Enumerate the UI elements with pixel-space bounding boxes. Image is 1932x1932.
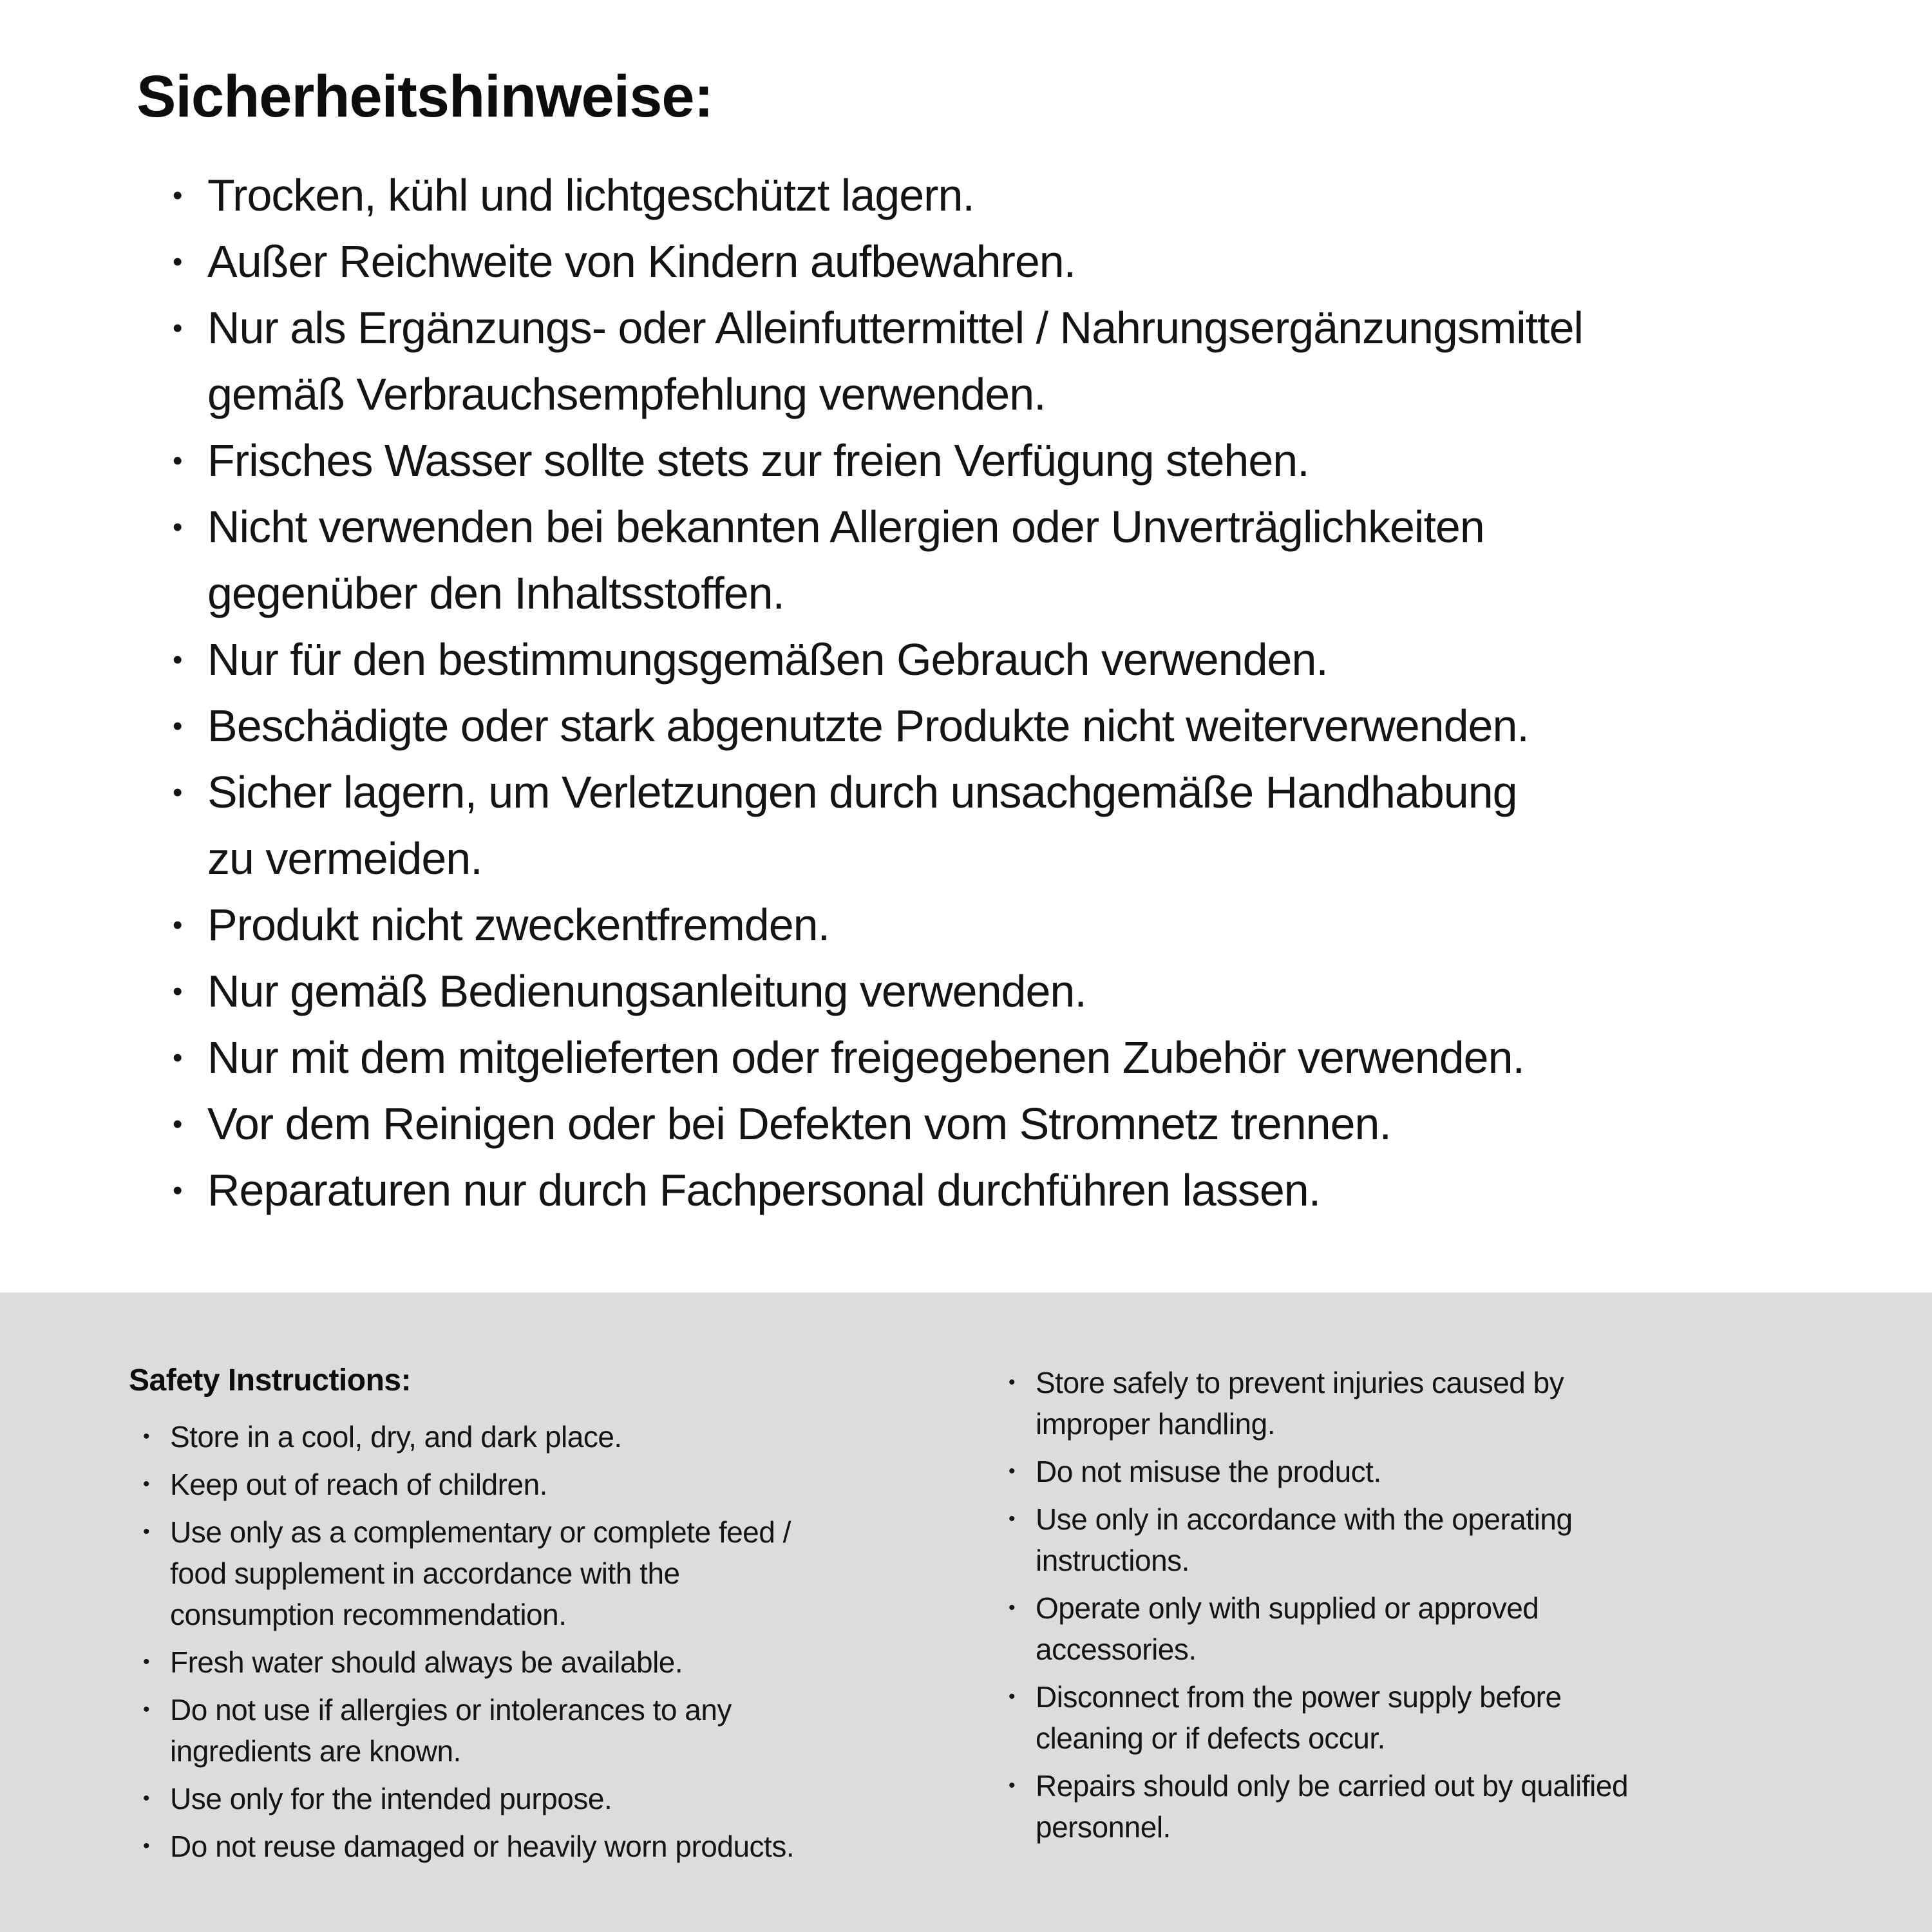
bullet-icon: • [173,976,183,1007]
bullet-icon: • [173,180,183,211]
text-line: Beschädigte oder stark abgenutzte Produkte nicht weiterverwenden. [207,701,1529,751]
english-list-item-text [1036,1676,1897,1759]
text-line: Use only for the intended purpose. [170,1782,612,1815]
bullet-icon: • [173,445,183,477]
bullet-icon: • [143,1426,150,1447]
text-line: zu vermeiden. [207,833,482,884]
text-line: Frisches Wasser sollte stets zur freien Verfügung stehen. [207,435,1309,486]
text-line: cleaning or if defects occur. [1036,1721,1385,1755]
english-left-bullet-list [143,1416,985,1867]
text-line: ingredients are known. [170,1734,461,1768]
german-list-item-text [207,162,1932,229]
text-line: Fresh water should always be available. [170,1645,683,1679]
bullet-icon: • [143,1521,150,1542]
english-list-item [143,1826,985,1867]
text-line: Reparaturen nur durch Fachpersonal durchführen lassen. [207,1165,1321,1215]
german-list-item-text [207,627,1932,693]
german-list-item [173,295,1932,428]
text-line: Nur gemäß Bedienungsanleitung verwenden. [207,966,1086,1016]
english-list-item-text [1036,1451,1897,1492]
text-line: consumption recommendation. [170,1598,567,1631]
german-list-item-text [207,494,1932,627]
text-line: Keep out of reach of children. [170,1468,547,1501]
text-line: Store in a cool, dry, and dark place. [170,1420,622,1454]
english-list-item-text [170,1511,985,1635]
text-line: Nicht verwenden bei bekannten Allergien oder Unverträglichkeiten [207,502,1484,552]
bullet-icon: • [143,1473,150,1495]
bullet-icon: • [143,1699,150,1720]
german-list-item [173,229,1932,295]
bullet-icon: • [173,312,183,344]
bullet-icon: • [143,1651,150,1672]
bullet-icon: • [173,644,183,676]
english-section [0,1293,1932,1932]
german-list-item [173,1091,1932,1157]
text-line: Nur für den bestimmungsgemäßen Gebrauch verwenden. [207,634,1328,685]
bullet-icon: • [173,511,183,543]
text-line: gegenüber den Inhaltsstoffen. [207,568,785,618]
english-list-item-text [1036,1362,1897,1444]
german-list-item [173,162,1932,229]
english-list-item-text [170,1464,985,1505]
english-list-item-text [170,1826,985,1867]
text-line: personnel. [1036,1810,1171,1844]
text-line: food supplement in accordance with the [170,1557,680,1590]
german-list-item [173,627,1932,693]
german-list-item [173,494,1932,627]
english-list-item [1009,1362,1897,1444]
bullet-icon: • [1009,1372,1016,1393]
english-right-column [1009,1362,1897,1854]
bullet-icon: • [173,1042,183,1074]
text-line: Use only as a complementary or complete feed / [170,1515,791,1549]
english-list-item [1009,1587,1897,1670]
english-list-item-text [170,1778,985,1819]
german-list-item-text [207,428,1932,494]
bullet-icon: • [143,1835,150,1857]
german-list-item-text [207,892,1932,958]
text-line: Store safely to prevent injuries caused by [1036,1366,1564,1399]
text-line: accessories. [1036,1633,1197,1666]
text-line: Do not use if allergies or intolerances to any [170,1693,732,1727]
english-list-item [143,1642,985,1683]
german-list-item [173,428,1932,494]
english-list-item [143,1511,985,1635]
english-left-column [129,1362,985,1873]
english-list-item-text [170,1689,985,1772]
english-right-bullet-list [1009,1362,1897,1848]
bullet-icon: • [173,777,183,808]
english-list-item [1009,1451,1897,1492]
text-line: Nur mit dem mitgelieferten oder freigegebenen Zubehör verwenden. [207,1032,1524,1083]
bullet-icon: • [1009,1686,1016,1707]
bullet-icon: • [173,909,183,941]
bullet-icon: • [1009,1508,1016,1530]
english-list-item [143,1689,985,1772]
english-heading: Safety Instructions: [129,1363,412,1397]
text-line: Do not misuse the product. [1036,1455,1381,1488]
bullet-icon: • [173,1175,183,1206]
text-line: Trocken, kühl und lichtgeschützt lagern. [207,170,974,220]
english-list-item-text [170,1642,985,1683]
english-list-item [143,1416,985,1457]
bullet-icon: • [1009,1597,1016,1618]
text-line: Vor dem Reinigen oder bei Defekten vom Stromnetz trennen. [207,1099,1391,1149]
text-line: Do not reuse damaged or heavily worn products. [170,1830,795,1863]
english-list-item [1009,1499,1897,1581]
german-list-item [173,1025,1932,1091]
german-list-item-text [207,229,1932,295]
bullet-icon: • [173,1108,183,1140]
text-line: Repairs should only be carried out by qualified [1036,1769,1629,1803]
german-list-item [173,892,1932,958]
german-list-item [173,958,1932,1025]
bullet-icon: • [173,710,183,742]
english-list-item-text [1036,1499,1897,1581]
german-list-item-text [207,693,1932,759]
text-line: Disconnect from the power supply before [1036,1680,1562,1714]
german-list-item-text [207,759,1932,892]
english-list-item [1009,1765,1897,1848]
german-list-item-text [207,295,1932,428]
english-list-item [143,1464,985,1505]
german-bullet-list [173,162,1932,1224]
bullet-icon: • [143,1788,150,1809]
text-line: Sicher lagern, um Verletzungen durch unsachgemäße Handhabung [207,767,1517,817]
german-list-item [173,1157,1932,1224]
text-line: Use only in accordance with the operating [1036,1502,1573,1536]
german-list-item-text [207,1091,1932,1157]
text-line: Operate only with supplied or approved [1036,1591,1539,1625]
text-line: Produkt nicht zweckentfremden. [207,900,830,950]
german-list-item-text [207,1157,1932,1224]
german-heading: Sicherheitshinweise: [137,64,714,129]
bullet-icon: • [1009,1461,1016,1482]
english-list-item-text [170,1416,985,1457]
bullet-icon: • [1009,1775,1016,1796]
german-list-item [173,693,1932,759]
english-list-item [1009,1676,1897,1759]
text-line: improper handling. [1036,1407,1276,1441]
english-list-item-text [1036,1765,1897,1848]
text-line: instructions. [1036,1544,1189,1577]
bullet-icon: • [173,246,183,278]
german-list-item [173,759,1932,892]
english-list-item-text [1036,1587,1897,1670]
text-line: Außer Reichweite von Kindern aufbewahren. [207,236,1076,287]
text-line: Nur als Ergänzungs- oder Alleinfuttermittel / Nahrungsergänzungsmittel [207,303,1584,353]
german-list-item-text [207,1025,1932,1091]
english-list-item [143,1778,985,1819]
text-line: gemäß Verbrauchsempfehlung verwenden. [207,369,1046,419]
german-list-item-text [207,958,1932,1025]
